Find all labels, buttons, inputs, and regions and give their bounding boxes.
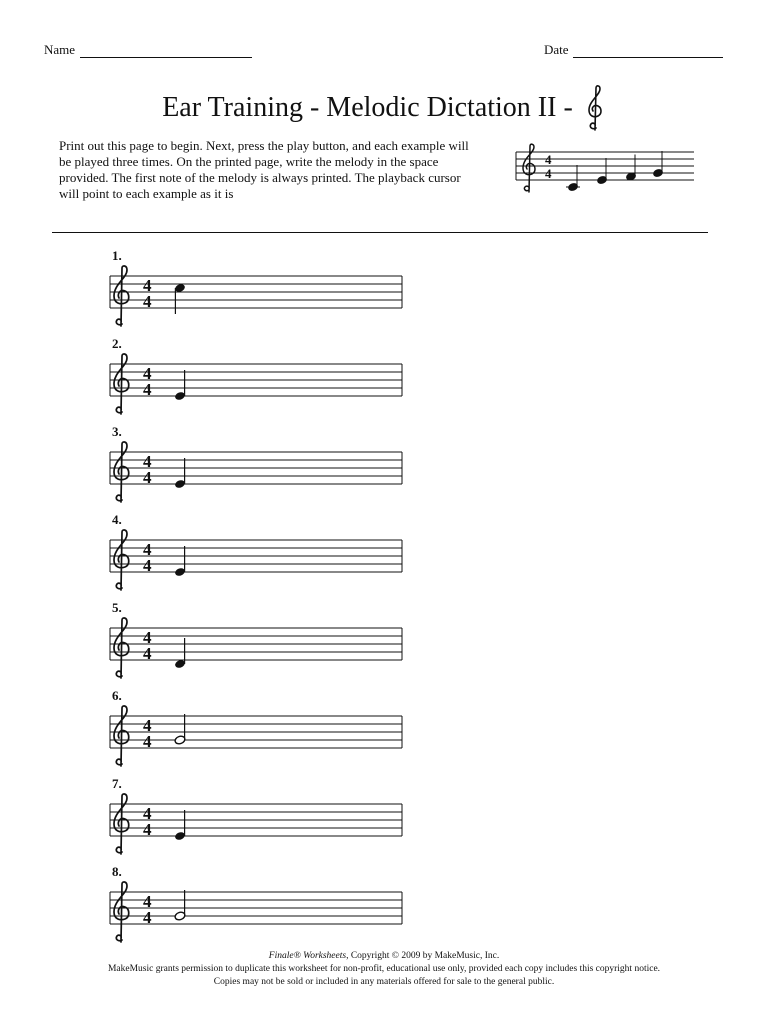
example-number: 4. bbox=[112, 512, 122, 527]
copyright-footer bbox=[0, 950, 768, 989]
date-label: Date bbox=[544, 42, 569, 57]
time-sig-bottom: 4 bbox=[143, 468, 152, 487]
time-sig-top: 4 bbox=[143, 540, 152, 559]
footer-line-1 bbox=[0, 950, 768, 963]
example-number: 5. bbox=[112, 600, 122, 615]
time-sig-bottom: 4 bbox=[143, 644, 152, 663]
time-sig-bottom: 4 bbox=[143, 556, 152, 575]
footer-brand: Finale® Worksheets bbox=[268, 951, 347, 961]
time-sig-top: 4 bbox=[143, 716, 152, 735]
treble-clef-icon bbox=[114, 618, 129, 678]
dictation-example bbox=[100, 248, 410, 328]
example-number: 3. bbox=[112, 424, 122, 439]
treble-clef-icon bbox=[114, 882, 129, 942]
reference-staff bbox=[512, 140, 698, 200]
time-sig-top: 4 bbox=[143, 276, 152, 295]
time-sig-top: 4 bbox=[143, 804, 152, 823]
answer-staff[interactable] bbox=[100, 614, 406, 680]
time-sig-bottom: 4 bbox=[545, 166, 552, 181]
treble-clef-icon bbox=[114, 354, 129, 414]
name-blank-line bbox=[80, 57, 252, 58]
time-sig-top: 4 bbox=[545, 152, 552, 167]
instructions-text: Print out this page to begin. Next, press the play button, and each example will be played three times. On the printed page, write the melody in the space provided. The first note of the melody is always printed. The playback cursor will point to each example as it is bbox=[59, 138, 469, 201]
treble-clef-icon bbox=[114, 266, 129, 326]
time-sig-bottom: 4 bbox=[143, 908, 152, 927]
footer-line-3: Copies may not be sold or included in any materials offered for sale to the general public. bbox=[213, 977, 555, 987]
treble-clef-icon bbox=[114, 442, 129, 502]
answer-staff[interactable] bbox=[100, 438, 406, 504]
example-number: 8. bbox=[112, 864, 122, 879]
example-number: 1. bbox=[112, 248, 122, 263]
treble-clef-icon bbox=[114, 530, 129, 590]
example-number: 7. bbox=[112, 776, 122, 791]
time-sig-bottom: 4 bbox=[143, 380, 152, 399]
page-title-row bbox=[0, 84, 768, 132]
time-signature bbox=[545, 152, 552, 181]
example-number: 6. bbox=[112, 688, 122, 703]
time-sig-top: 4 bbox=[143, 892, 152, 911]
treble-clef-icon bbox=[584, 84, 606, 132]
answer-staff[interactable] bbox=[100, 790, 406, 856]
answer-staff[interactable] bbox=[100, 702, 406, 768]
dictation-example bbox=[100, 688, 410, 768]
footer-line-2: MakeMusic grants permission to duplicate this worksheet for non-profit, educational use only, provided each copy includes this copyright notice. bbox=[107, 964, 661, 974]
example-number: 2. bbox=[112, 336, 122, 351]
footer-copyright: , Copyright © 2009 by MakeMusic, Inc. bbox=[346, 951, 500, 961]
treble-clef-icon bbox=[114, 794, 129, 854]
answer-staff[interactable] bbox=[100, 262, 406, 328]
dictation-example bbox=[100, 336, 410, 416]
treble-clef-icon bbox=[114, 706, 129, 766]
page-title: Ear Training - Melodic Dictation II - bbox=[162, 92, 573, 123]
time-sig-bottom: 4 bbox=[143, 292, 152, 311]
answer-staff[interactable] bbox=[100, 350, 406, 416]
staff-lines bbox=[516, 152, 694, 180]
dictation-example bbox=[100, 512, 410, 592]
time-sig-top: 4 bbox=[143, 628, 152, 647]
dictation-example bbox=[100, 864, 410, 944]
time-sig-top: 4 bbox=[143, 452, 152, 471]
time-sig-bottom: 4 bbox=[143, 820, 152, 839]
time-sig-top: 4 bbox=[143, 364, 152, 383]
answer-staff[interactable] bbox=[100, 878, 406, 944]
treble-clef-icon bbox=[523, 144, 535, 192]
section-divider bbox=[52, 232, 708, 233]
time-sig-bottom: 4 bbox=[143, 732, 152, 751]
answer-staff[interactable] bbox=[100, 526, 406, 592]
dictation-example bbox=[100, 776, 410, 856]
name-label: Name bbox=[44, 42, 76, 57]
reference-notes bbox=[566, 151, 663, 192]
dictation-example bbox=[100, 424, 410, 504]
dictation-example bbox=[100, 600, 410, 680]
date-blank-line bbox=[573, 57, 723, 58]
